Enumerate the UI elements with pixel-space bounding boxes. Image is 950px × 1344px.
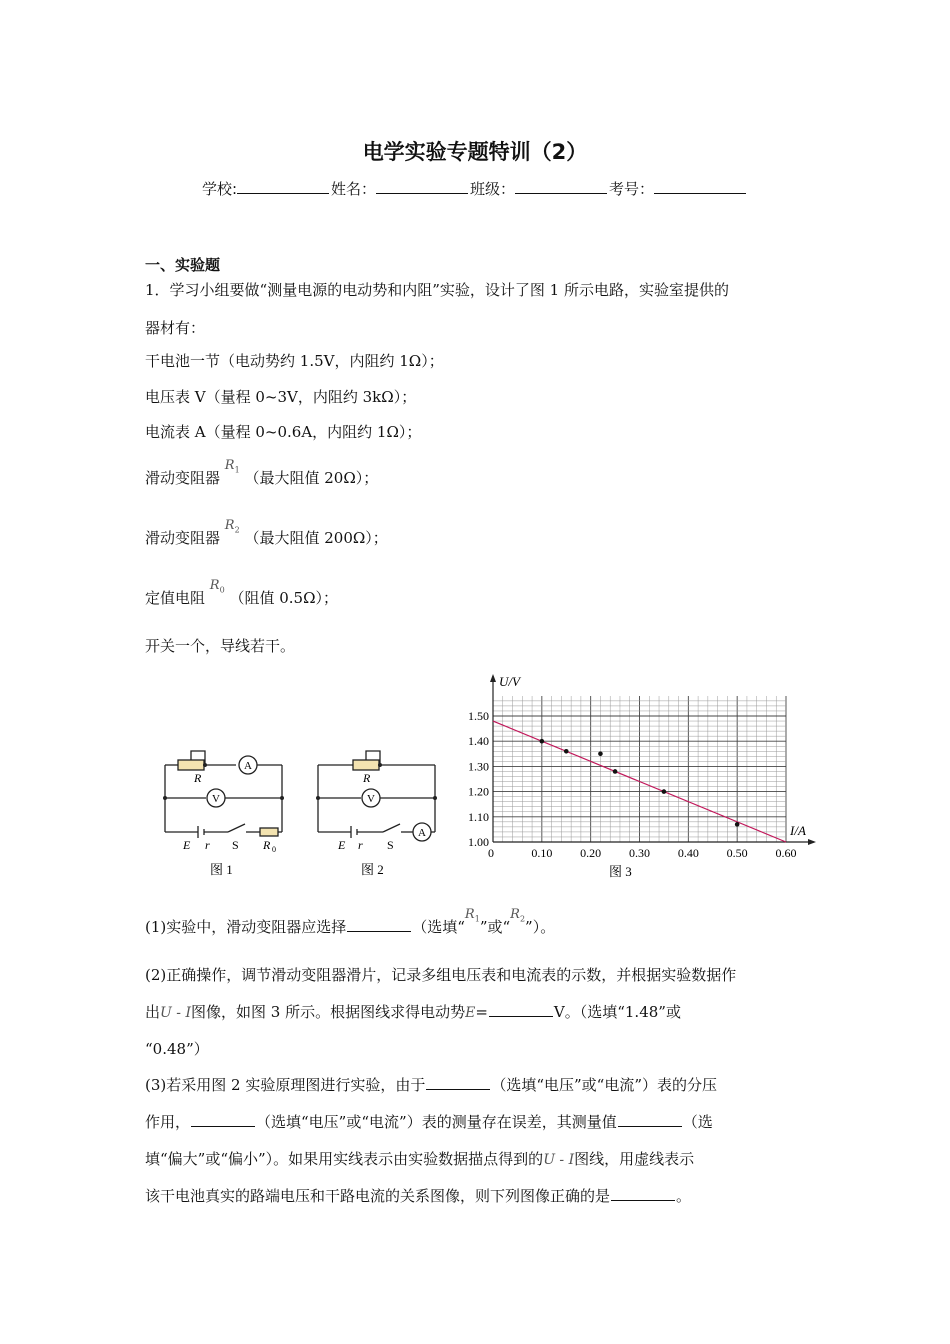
part3-line1: (3)若采用图 2 实验原理图进行实验，由于 （选填“电压”或“电流”）表的分压 (145, 1076, 718, 1094)
svg-text:S: S (387, 838, 394, 852)
name-blank[interactable] (376, 179, 468, 194)
part3-blank-1[interactable] (426, 1076, 490, 1090)
svg-text:E: E (338, 838, 346, 852)
exam-no-blank[interactable] (654, 179, 746, 194)
svg-text:r: r (358, 838, 363, 852)
data-point (564, 749, 569, 754)
x-tick-label: 0.20 (580, 846, 602, 860)
equipment-item: 电流表 A（量程 0~0.6A，内阻约 1Ω）； (145, 423, 422, 441)
svg-text:0: 0 (272, 845, 276, 854)
part2-answer-blank[interactable] (489, 1003, 553, 1017)
svg-text:S: S (232, 838, 239, 852)
circuit-figure-1 (150, 740, 295, 880)
fig3-caption: 图 3 (609, 864, 632, 879)
equipment-r2: 滑动变阻器 $R_2$ （最大阻值 200Ω）； (145, 518, 388, 547)
student-info-line (0, 178, 950, 199)
svg-text:A: A (418, 827, 426, 839)
data-point (540, 739, 545, 744)
data-point (598, 752, 603, 757)
chart-axes (490, 674, 816, 845)
svg-text:V: V (367, 793, 375, 805)
part3-blank-3[interactable] (618, 1113, 682, 1127)
svg-text:E: E (183, 838, 191, 852)
equipment-r0: 定值电阻 $R_0$ （阻值 0.5Ω）； (145, 578, 339, 607)
r0-symbol: $R_0$ (209, 578, 225, 595)
data-point (735, 822, 740, 827)
y-tick-label: 1.20 (468, 784, 489, 799)
svg-text:V: V (212, 793, 220, 805)
x-axis-arrow (808, 839, 816, 845)
equipment-closing: 开关一个，导线若干。 (145, 637, 296, 655)
x-axis-label: I/A (790, 823, 806, 838)
svg-text:R: R (363, 771, 371, 785)
exam-no-label: 考号： (609, 180, 655, 198)
part2-line1: (2)正确操作，调节滑动变阻器滑片，记录多组电压表和电流表的示数，并根据实验数据作 (145, 966, 737, 984)
class-label: 班级： (470, 180, 516, 198)
r2-symbol: $R_2$ (224, 518, 240, 535)
equipment-item: 电压表 V（量程 0~3V，内阻约 3kΩ）； (145, 388, 417, 406)
y-tick-label: 1.10 (468, 809, 489, 824)
school-label: 学校: (201, 180, 237, 198)
x-tick-label: 0.30 (629, 846, 650, 860)
r1-symbol: $R_1$ (224, 458, 240, 475)
section-heading: 一、实验题 (145, 256, 221, 274)
x-tick-label: 0.50 (726, 846, 748, 860)
x-tick-label: 0.40 (677, 846, 699, 860)
school-blank[interactable] (237, 179, 329, 194)
svg-text:r: r (205, 838, 210, 852)
page-title: 电学实验专题特训（2） (362, 140, 588, 164)
part3-blank-2[interactable] (191, 1113, 255, 1127)
data-point (662, 789, 667, 794)
part3-line2: 作用， （选填“电压”或“电流”）表的测量存在误差，其测量值 （选 (145, 1113, 713, 1131)
part3-line3: 填“偏大”或“偏小”）。如果用实线表示由实验数据描点得到的U - I图线，用虚线表示 (145, 1150, 695, 1168)
y-tick-label: 1.30 (468, 759, 489, 774)
x-tick-label: 0 (488, 846, 494, 860)
part1-line: (1)实验中，滑动变阻器应选择 （选填“$R_1$”或“$R_2$”）。 (145, 907, 556, 936)
part2-line3: “0.48”） (145, 1040, 209, 1058)
part1-answer-blank[interactable] (347, 918, 411, 932)
fig2-caption: 图 2 (361, 862, 384, 877)
part3-line4: 该干电池真实的路端电压和干路电流的关系图像，则下列图像正确的是 。 (145, 1187, 692, 1205)
u-i-chart (455, 672, 830, 884)
y-tick-label: 1.00 (468, 835, 489, 849)
name-label: 姓名： (331, 180, 377, 198)
question-intro-line1: 1．学习小组要做“测量电源的电动势和内阻”实验，设计了图 1 所示电路，实验室提供的 (145, 281, 729, 299)
part2-line2: 出U - I图像，如图 3 所示。根据图线求得电动势E= V。（选填“1.48”或 (145, 1003, 681, 1021)
x-tick-label: 0.10 (531, 846, 553, 860)
y-tick-label: 1.40 (468, 734, 489, 749)
svg-text:R: R (194, 771, 202, 785)
y-axis-arrow (490, 674, 496, 682)
data-point (613, 769, 618, 774)
x-tick-label: 0.60 (775, 846, 797, 860)
y-axis-label: U/V (499, 674, 520, 689)
svg-text:A: A (244, 760, 252, 772)
equipment-r1: 滑动变阻器 $R_1$ （最大阻值 20Ω）； (145, 458, 379, 487)
class-blank[interactable] (515, 179, 607, 194)
chart-grid (493, 696, 786, 842)
circuit-figure-2 (303, 740, 448, 880)
fig1-caption: 图 1 (210, 862, 233, 877)
part3-blank-4[interactable] (611, 1187, 675, 1201)
question-intro-line2: 器材有： (145, 319, 206, 337)
svg-text:R: R (263, 838, 271, 852)
equipment-item: 干电池一节（电动势约 1.5V，内阻约 1Ω）； (145, 352, 444, 370)
y-tick-label: 1.50 (468, 709, 489, 723)
